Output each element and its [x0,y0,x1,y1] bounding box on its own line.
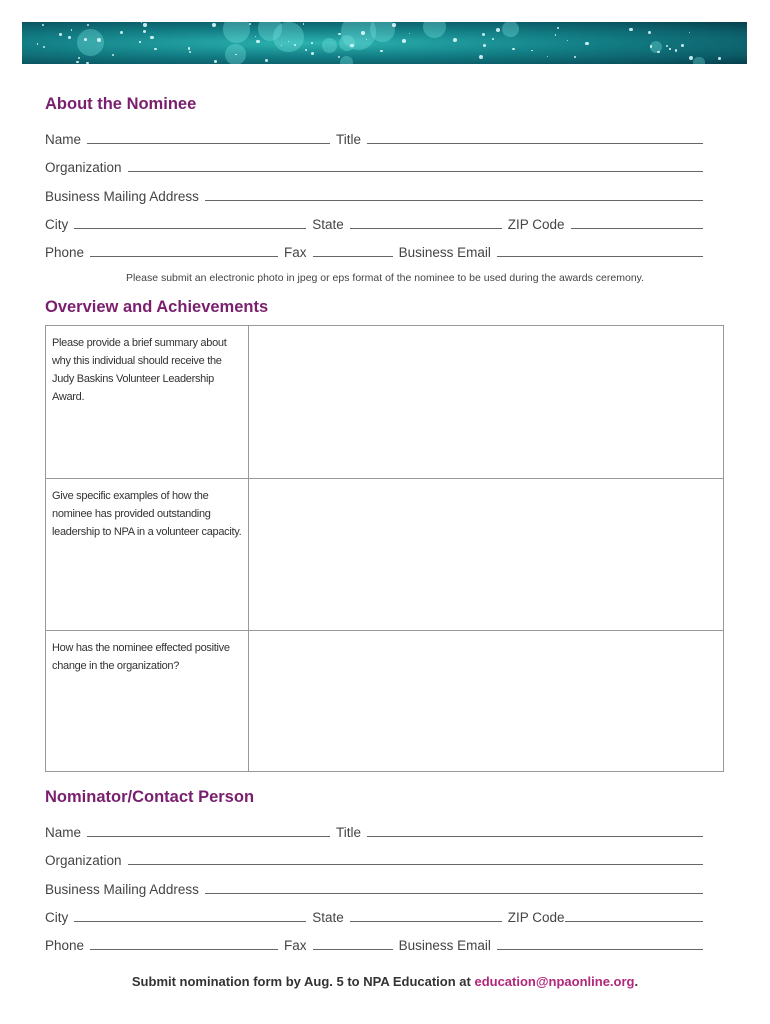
banner-sparkle [87,24,89,26]
nominator-zip-field[interactable] [565,909,703,922]
banner-sparkle [496,28,500,32]
banner-sparkle [265,59,268,62]
nominee-phone-row [45,244,703,262]
banner-sparkle [150,36,153,39]
banner-sparkle [256,40,260,44]
banner-sparkle [78,57,80,59]
nominee-heading: About the Nominee [45,95,197,113]
banner-sparkle [86,62,88,64]
achievement-row [46,326,723,479]
banner-sparkle [43,46,45,48]
banner-sparkle [567,40,568,41]
nominator-heading: Nominator/Contact Person [45,788,255,806]
banner-sparkle [666,45,668,47]
education-email-link[interactable]: education@npaonline.org [474,974,635,989]
footer-end: . [634,974,639,989]
nominee-address-row [45,188,703,206]
banner-sparkle [68,36,70,38]
banner-sparkle [84,38,87,41]
banner-sparkle [492,38,495,41]
banner-sparkle [557,27,559,29]
nominator-address-row [45,881,703,899]
banner-sparkle [585,42,588,45]
nominator-state-label: State [312,910,344,925]
banner-sparkle [288,41,289,42]
banner-sparkle [112,54,114,56]
banner-sparkle [648,31,651,34]
banner-sparkle [294,44,296,46]
nominator-email-label: Business Email [398,938,491,953]
banner-sparkle [689,32,690,33]
banner-sparkle [141,22,142,23]
nominator-name-row [45,824,703,842]
nominee-phone-field[interactable] [90,244,278,257]
banner-sparkle [547,56,548,57]
banner-sparkle [212,23,216,27]
nominator-state-field[interactable] [350,909,502,922]
banner-sparkle [392,23,396,27]
nominator-title-label: Title [336,825,362,840]
nominee-address-field[interactable] [205,188,703,201]
banner-glow [77,29,104,56]
nominator-phone-row [45,937,703,955]
nominee-name-label: Name [45,132,82,147]
nominator-phone-field[interactable] [90,937,278,950]
footer-text: Submit nomination form by Aug. 5 to NPA Education at [131,974,475,989]
overview-heading: Overview and Achievements [45,298,269,316]
nominee-city-row [45,216,703,234]
banner-sparkle [120,31,123,34]
nominee-city-field[interactable] [74,216,306,229]
nominee-zip-label: ZIP Code [507,217,565,232]
nominator-city-row [45,909,703,927]
nominator-organization-label: Organization [45,853,122,868]
nominator-phone-label: Phone [45,938,85,953]
banner-glow [693,57,704,64]
nominator-organization-row [45,852,703,870]
achievement-question: Give specific examples of how the nominee has provided outstanding leadership to NPA in a volunteer capacity. [46,479,249,630]
banner-sparkle [718,57,720,59]
achievement-answer-box[interactable] [249,631,723,771]
nominee-email-field[interactable] [497,244,703,257]
achievement-row [46,479,723,631]
nominator-name-field[interactable] [87,824,330,837]
banner-sparkle [338,56,340,58]
banner-sparkle [629,28,632,31]
banner-sparkle [303,23,305,25]
nominee-address-label: Business Mailing Address [45,189,199,204]
banner-sparkle [154,48,156,50]
nominee-fax-field[interactable] [313,244,393,257]
nominator-city-label: City [45,910,69,925]
nominator-city-field[interactable] [74,909,306,922]
banner-glow [502,22,518,37]
banner-sparkle [402,39,406,43]
banner-sparkle [482,33,485,36]
nominee-email-label: Business Email [398,245,491,260]
nominator-name-label: Name [45,825,82,840]
banner-sparkle [453,38,457,42]
nominee-organization-label: Organization [45,160,122,175]
banner-sparkle [76,61,78,63]
nominee-state-field[interactable] [350,216,502,229]
banner-glow [423,22,446,38]
submission-footer [0,974,770,989]
achievements-table [45,325,724,772]
nominee-city-label: City [45,217,69,232]
nominator-zip-label: ZIP Code [507,910,565,925]
banner-sparkle [311,42,313,44]
banner-sparkle [380,50,382,52]
nominator-email-field[interactable] [497,937,703,950]
nominee-title-field[interactable] [367,131,703,144]
banner-glow [273,22,303,52]
banner-sparkle [555,34,557,36]
banner-sparkle [71,29,72,30]
nominee-phone-label: Phone [45,245,85,260]
banner-sparkle [657,51,659,53]
banner-sparkle [574,56,576,58]
banner-sparkle [214,60,217,63]
banner-sparkle [669,48,670,49]
banner-glow [322,38,337,53]
banner-sparkle [531,50,532,51]
banner-glow [223,22,250,43]
achievement-row [46,631,723,771]
banner-sparkle [143,30,146,33]
banner-sparkle [675,49,677,51]
nominee-state-label: State [312,217,344,232]
nominator-fax-field[interactable] [313,937,393,950]
banner-sparkle [681,44,684,47]
nominee-organization-field[interactable] [128,159,703,172]
banner-sparkle [479,55,483,59]
nominator-fax-label: Fax [284,938,307,953]
achievement-question: Please provide a brief summary about why this individual should receive the Judy Baskins Volunteer Leadership Award. [46,326,249,478]
banner-sparkle [42,24,44,26]
banner-glow [341,22,377,50]
achievement-question: How has the nominee effected positive change in the organization? [46,631,249,771]
nominee-name-field[interactable] [87,131,330,144]
nominator-address-label: Business Mailing Address [45,882,199,897]
nominee-fax-label: Fax [284,245,307,260]
banner-sparkle [409,33,410,34]
banner-sparkle [143,23,146,26]
banner-sparkle [188,47,190,49]
nominator-address-field[interactable] [205,881,703,894]
achievement-answer-box[interactable] [249,326,723,478]
nominator-title-field[interactable] [367,824,703,837]
banner-sparkle [483,44,486,47]
nominee-name-row [45,131,703,149]
banner-sparkle [338,33,340,35]
banner-sparkle [59,33,61,35]
banner-glow [340,56,353,64]
banner-sparkle [139,41,140,42]
nominee-title-label: Title [336,132,362,147]
banner-sparkle [255,36,256,37]
achievement-answer-box[interactable] [249,479,723,630]
photo-note: Please submit an electronic photo in jpeg or eps format of the nominee to be used during the awards ceremony. [125,272,645,284]
banner-sparkle [305,49,307,51]
banner-sparkle [37,43,38,44]
nominee-zip-field[interactable] [571,216,703,229]
nominator-organization-field[interactable] [128,852,703,865]
nominee-organization-row [45,159,703,177]
banner-sparkle [189,51,191,53]
banner-sparkle [512,48,514,50]
header-banner [22,22,747,64]
banner-sparkle [361,31,365,35]
banner-sparkle [311,52,314,55]
